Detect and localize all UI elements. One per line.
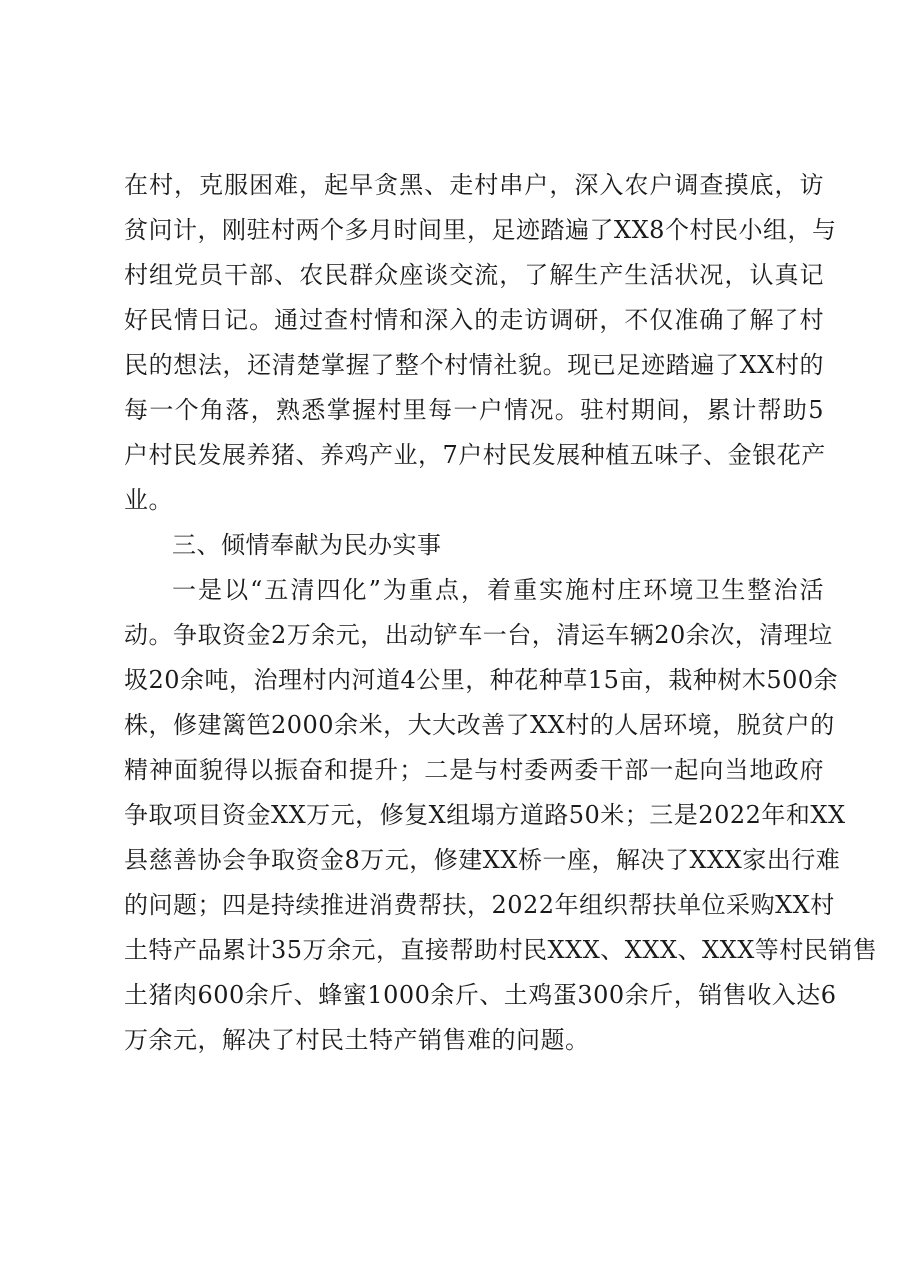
paragraph-1-line-5: 民的想法，还清楚掌握了整个村情社貌。现已足迹踏遍了XX村的 bbox=[124, 351, 824, 379]
paragraph-1-line-2: 贫问计，刚驻村两个多月时间里，足迹踏遍了XX8个村民小组，与 bbox=[124, 216, 837, 244]
paragraph-2-line-11: 万余元，解决了村民土特产销售难的问题。 bbox=[124, 1026, 590, 1054]
paragraph-1-line-3: 村组党员干部、农民群众座谈交流，了解生产生活状况，认真记 bbox=[124, 261, 824, 289]
paragraph-2-line-4: 株，修建篱笆2000余米，大大改善了XX村的人居环境，脱贫户的 bbox=[124, 711, 835, 739]
paragraph-2-line-3: 圾20余吨，治理村内河道4公里，种花种草15亩，栽种树木500余 bbox=[124, 666, 839, 694]
paragraph-1-line-6: 每一个角落，熟悉掌握村里每一户情况。驻村期间，累计帮助5 bbox=[124, 396, 824, 424]
paragraph-2-line-2: 动。争取资金2万余元，出动铲车一台，清运车辆20余次，清理垃 bbox=[124, 621, 833, 649]
paragraph-1-line-8: 业。 bbox=[124, 486, 173, 514]
section-heading-3: 三、倾情奉献为民办实事 bbox=[172, 531, 442, 559]
paragraph-2-line-6: 争取项目资金XX万元，修复X组塌方道路50米；三是2022年和XX bbox=[124, 801, 846, 829]
paragraph-2-line-5: 精神面貌得以振奋和提升；二是与村委两委干部一起向当地政府 bbox=[124, 756, 824, 784]
paragraph-1-line-7: 户村民发展养猪、养鸡产业，7户村民发展种植五味子、金银花产 bbox=[124, 441, 826, 469]
paragraph-2-line-1: 一是以“五清四化”为重点，着重实施村庄环境卫生整治活 bbox=[172, 576, 824, 604]
paragraph-2-line-8: 的问题；四是持续推进消费帮扶，2022年组织帮扶单位采购XX村 bbox=[124, 891, 835, 919]
paragraph-2-line-7: 县慈善协会争取资金8万元，修建XX桥一座，解决了XXX家出行难 bbox=[124, 846, 841, 874]
paragraph-2-line-10: 土猪肉600余斤、蜂蜜1000余斤、土鸡蛋300余斤，销售收入达6 bbox=[124, 981, 837, 1009]
paragraph-1-line-1: 在村，克服困难，起早贪黑、走村串户，深入农户调查摸底，访 bbox=[124, 171, 824, 199]
paragraph-1-line-4: 好民情日记。通过查村情和深入的走访调研，不仅准确了解了村 bbox=[124, 306, 824, 334]
paragraph-2-line-9: 土特产品累计35万余元，直接帮助村民XXX、XXX、XXX等村民销售 bbox=[124, 936, 878, 964]
